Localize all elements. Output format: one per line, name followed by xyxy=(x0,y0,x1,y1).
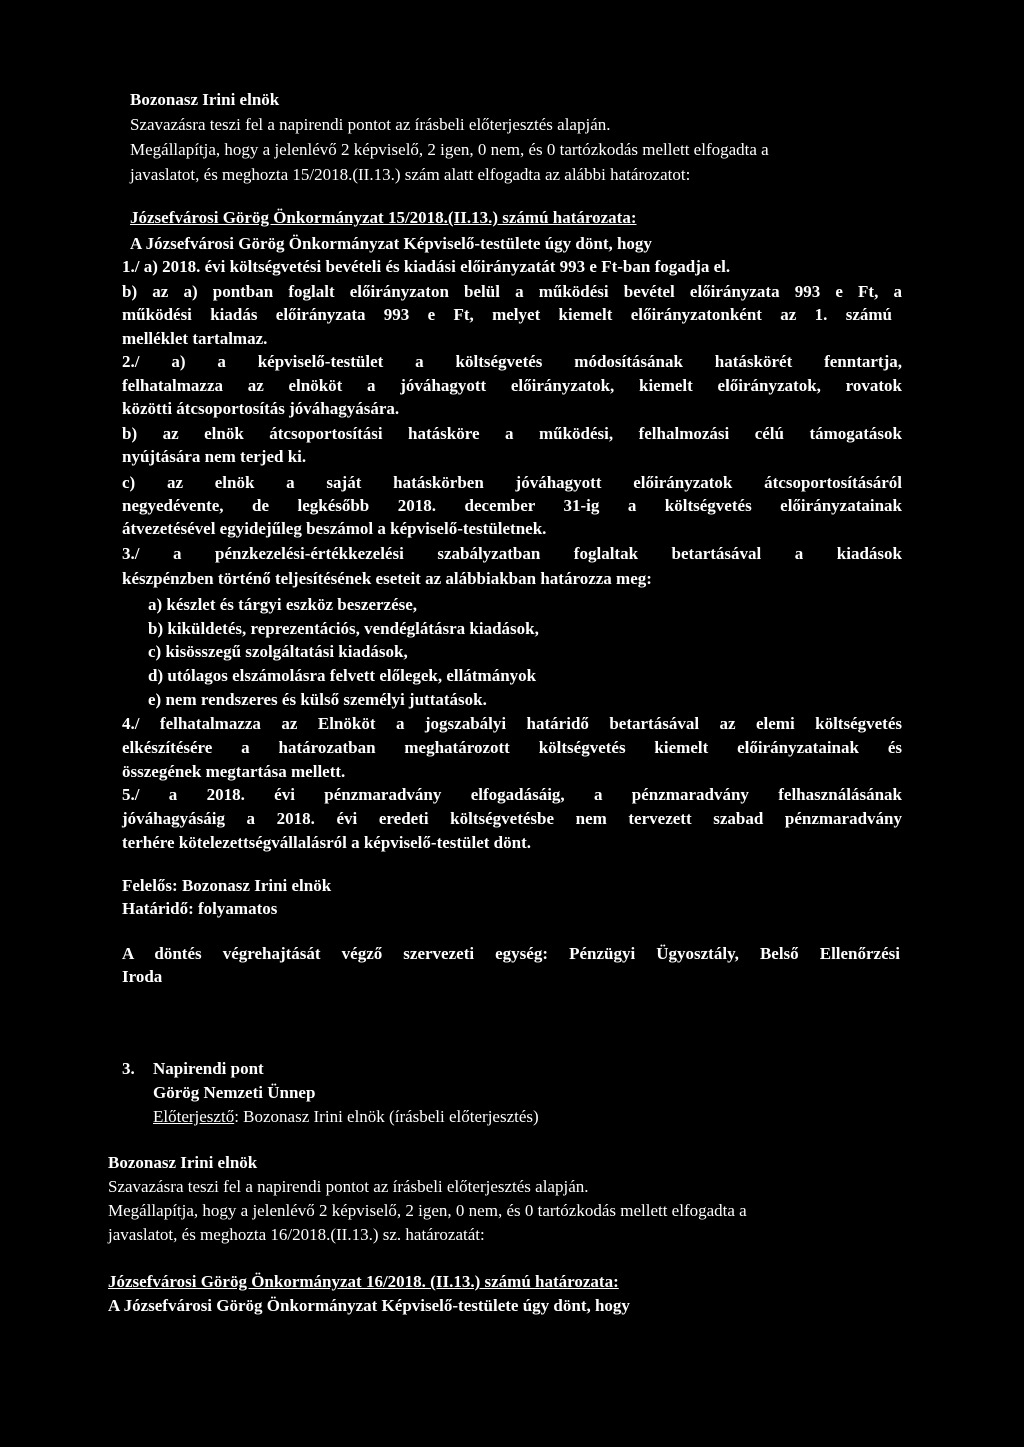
chair-name: Bozonasz Irini elnök xyxy=(130,90,280,109)
resolution-point-1b: működési kiadás előirányzata 993 e Ft, melyet kiemelt előirányzatonként az 1. számú xyxy=(122,305,892,324)
resolution-point-2a: 2./ a) a képviselő-testület a költségvetés módosításának hatáskörét fenntartja, xyxy=(122,352,902,371)
deadline-line: Határidő: folyamatos xyxy=(122,899,278,918)
resolution-point-1a: 1./ a) 2018. évi költségvetési bevételi és kiadási előirányzatát 993 e Ft-ban fogadja el. xyxy=(122,257,731,276)
chair-name: Bozonasz Irini elnök xyxy=(108,1153,258,1172)
resolution-point-3: készpénzben történő teljesítésének eseteit az alábbiakban határozza meg: xyxy=(122,569,652,588)
executing-unit-line: Iroda xyxy=(122,967,163,986)
executing-unit-line: A döntés végrehajtását végző szervezeti egység: Pénzügyi Ügyosztály, Belső Ellenőrzési xyxy=(122,944,900,963)
resolution-point-5: 5./ a 2018. évi pénzmaradvány elfogadásáig, a pénzmaradvány felhasználásának xyxy=(122,785,902,804)
resolution-preamble: A Józsefvárosi Görög Önkormányzat Képviselő-testülete úgy dönt, hogy xyxy=(108,1296,630,1315)
voting-intro-line: Szavazásra teszi fel a napirendi pontot az írásbeli előterjesztés alapján. xyxy=(130,115,611,134)
agenda-number: 3. xyxy=(122,1059,135,1078)
presenter-label: Előterjesztő xyxy=(153,1107,235,1126)
presenter-line xyxy=(153,1107,539,1127)
resolution-point-4: 4./ felhatalmazza az Elnököt a jogszabályi határidő betartásával az elemi költségvetés xyxy=(122,714,902,733)
resolution-title: Józsefvárosi Görög Önkormányzat 15/2018.(II.13.) számú határozata: xyxy=(130,208,637,227)
resolution-point-4: elkészítésére a határozatban meghatározott költségvetés kiemelt előirányzatainak és xyxy=(122,738,902,757)
responsible-line: Felelős: Bozonasz Irini elnök xyxy=(122,876,332,895)
voting-result-line: Megállapítja, hogy a jelenlévő 2 képviselő, 2 igen, 0 nem, és 0 tartózkodás mellett elfogadta a xyxy=(108,1201,747,1220)
resolution-point-1b: melléklet tartalmaz. xyxy=(122,329,268,348)
resolution-preamble: A Józsefvárosi Görög Önkormányzat Képviselő-testülete úgy dönt, hogy xyxy=(130,234,652,253)
list-item: c) kisösszegű szolgáltatási kiadások, xyxy=(148,642,408,661)
resolution-point-2a: felhatalmazza az elnököt a jóváhagyott előirányzatok, kiemelt előirányzatok, rovatok xyxy=(122,376,902,395)
presenter-value: : Bozonasz Irini elnök (írásbeli előterjesztés) xyxy=(234,1107,539,1126)
list-item: b) kiküldetés, reprezentációs, vendéglátásra kiadások, xyxy=(148,619,539,638)
resolution-point-2b: nyújtására nem terjed ki. xyxy=(122,447,307,466)
agenda-topic: Görög Nemzeti Ünnep xyxy=(153,1083,316,1102)
resolution-point-2a: közötti átcsoportosítás jóváhagyására. xyxy=(122,399,400,418)
list-item: d) utólagos elszámolásra felvett előlegek, ellátmányok xyxy=(148,666,537,685)
resolution-point-2c: c) az elnök a saját hatáskörben jóváhagyott előirányzatok átcsoportosításáról xyxy=(122,473,902,492)
resolution-point-2c: negyedévente, de legkésőbb 2018. december 31-ig a költségvetés előirányzatainak xyxy=(122,496,902,515)
list-item: e) nem rendszeres és külső személyi juttatások. xyxy=(148,690,487,709)
resolution-point-2c: átvezetésével egyidejűleg beszámol a képviselő-testületnek. xyxy=(122,519,547,538)
resolution-title: Józsefvárosi Görög Önkormányzat 16/2018. (II.13.) számú határozata: xyxy=(108,1272,619,1291)
list-item: a) készlet és tárgyi eszköz beszerzése, xyxy=(148,595,418,614)
voting-result-line: javaslatot, és meghozta 15/2018.(II.13.) szám alatt elfogadta az alábbi határozatot: xyxy=(130,165,691,184)
resolution-point-5: jóváhagyásáig a 2018. évi eredeti költségvetésbe nem tervezett szabad pénzmaradvány xyxy=(122,809,902,828)
resolution-point-5: terhére kötelezettségvállalásról a képviselő-testület dönt. xyxy=(122,833,532,852)
resolution-point-1b: b) az a) pontban foglalt előirányzaton belül a működési bevétel előirányzata 993 e Ft, a xyxy=(122,282,902,301)
agenda-heading: Napirendi pont xyxy=(153,1059,264,1078)
resolution-point-2b: b) az elnök átcsoportosítási hatásköre a működési, felhalmozási célú támogatások xyxy=(122,424,902,443)
voting-intro-line: Szavazásra teszi fel a napirendi pontot az írásbeli előterjesztés alapján. xyxy=(108,1177,589,1196)
resolution-point-4: összegének megtartása mellett. xyxy=(122,762,346,781)
voting-result-line: Megállapítja, hogy a jelenlévő 2 képviselő, 2 igen, 0 nem, és 0 tartózkodás mellett elfogadta a xyxy=(130,140,769,159)
resolution-point-3: 3./ a pénzkezelési-értékkezelési szabályzatban foglaltak betartásával a kiadások xyxy=(122,544,902,563)
voting-result-line: javaslatot, és meghozta 16/2018.(II.13.) sz. határozatát: xyxy=(108,1225,485,1244)
